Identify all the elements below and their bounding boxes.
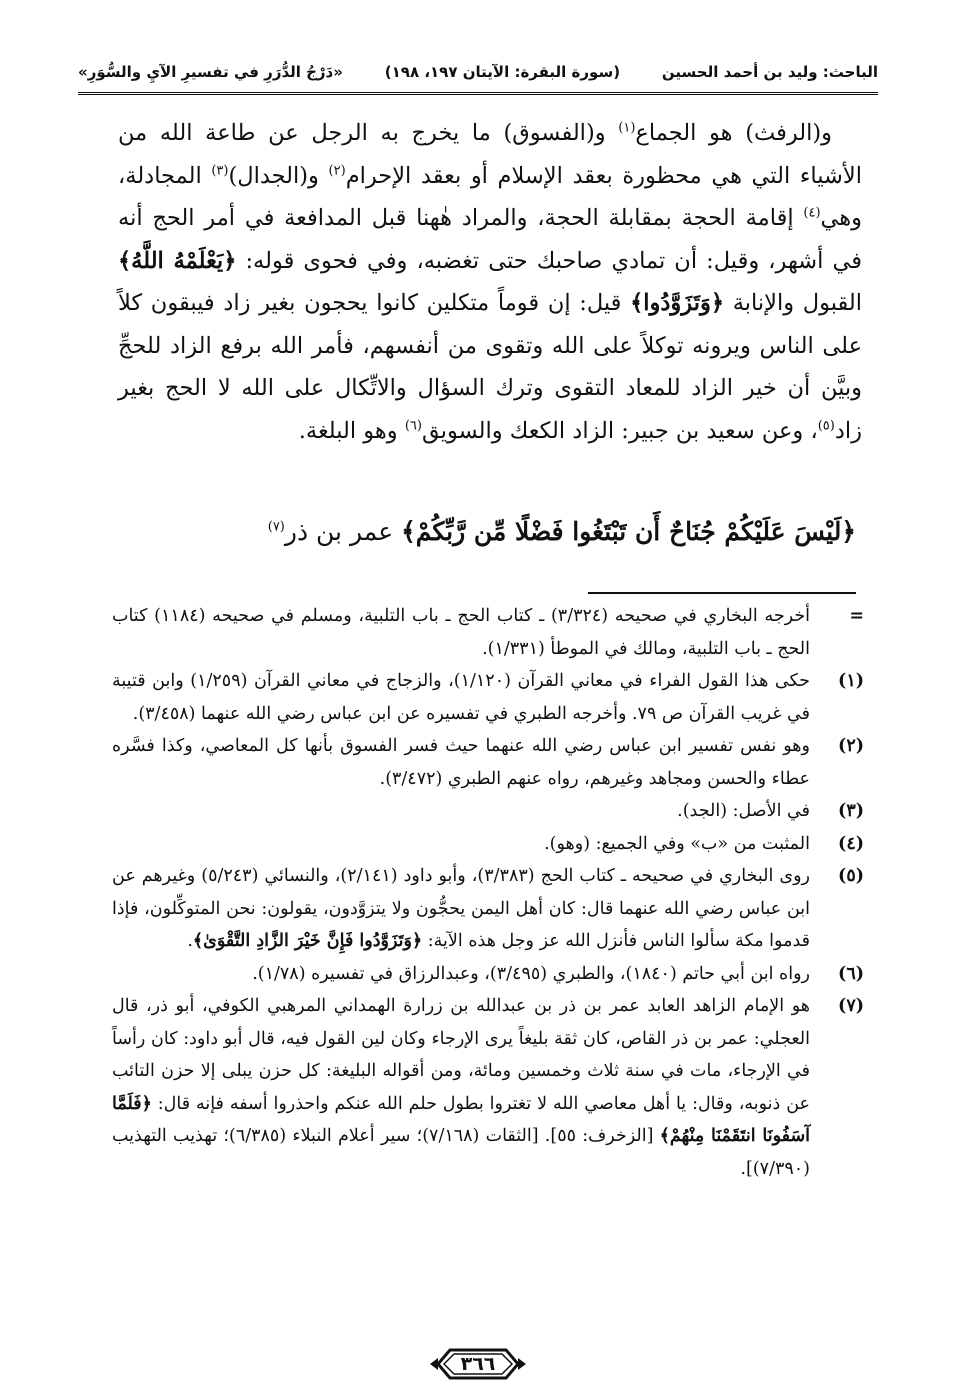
page-number: ٣٦٦: [460, 1353, 496, 1375]
quran-quote: ﴿وَتَزَوَّدُوا فَإِنَّ خَيْرَ الزَّادِ التَّقْوَىٰ﴾: [192, 931, 423, 951]
text-run: روى البخاري في صحيحه ـ كتاب الحج (٣/٣٨٣)، وأبو داود (٢/١٤١)، والنسائي (٥/٢٤٣) وغيرهم عن ابن عباس رضي الله عنهما قال: كان أهل اليمن يحجُّون ولا يتزوَّدون، يقولون: نحن المتوكِّلون، فإذا قدموا مكة سألوا الناس فأنزل الله عز وجل هذه الآية:: [112, 866, 810, 951]
footnote-item: [112, 600, 864, 665]
text-run: [الزخرف: ٥٥]. [الثقات (٧/١٦٨)؛ سير أعلام النبلاء (٦/٣٨٥)؛ تهذيب التهذيب (٧/٣٩٠)].: [112, 1126, 810, 1179]
text-run: وهو البلغة.: [298, 417, 405, 444]
text-run: ، وعن سعيد بن جبير: الزاد الكعك والسويق: [421, 417, 818, 444]
page-number-ornament: [428, 1344, 528, 1384]
footnote-number: =: [849, 606, 864, 626]
quran-verse: ﴿لَيْسَ عَلَيْكُمْ جُنَاحٌ أَن تَبْتَغُوا فَضْلًا مِّن رَّبِّكُمْ﴾: [401, 517, 856, 546]
footnote-text: المثبت من «ب» وفي الجميع: (وهو).: [544, 833, 810, 854]
text-run: القبول والإنابة: [724, 290, 862, 316]
footnote-number: (١): [838, 671, 864, 691]
text-run: هو الإمام الزاهد العابد عمر بن ذر بن عبدالله بن زرارة الهمداني المرهبي الكوفي، أبو ذر، قال العجلي: عمر بن ذر القاص، كان ثقة بليغاً يرى الإرجاء وكان لين القول فيه، قال أبو داود: كان رأساً في الإرجاء، مات في سنة ثلاث وخمسين ومائة، ومن أقواله البليغة: كل حزن يبلى إلا حزن التائب عن ذنوبه، وقال: يا أهل معاصي الله لا تغتروا بطول حلم الله عنكم واحذروا أسفه فإنه قال:: [112, 996, 810, 1114]
text-run: .: [187, 931, 193, 951]
text-run: و(الفسوق) ما يخرج به الرجل عن طاعة الله من الأشياء التي هي محظورة بعقد الإسلام أو بعقد الإحرام: [118, 120, 862, 189]
footnotes: [112, 600, 864, 1185]
header-author: الباحث: وليد بن أحمد الحسين: [661, 63, 878, 81]
footnote-number: (٥): [838, 866, 864, 886]
footnote-item: [112, 958, 864, 991]
footnote-text: رواه ابن أبي حاتم (١٨٤٠)، والطبري (٣/٤٩٥)، وعبدالرزاق في تفسيره (١/٧٨).: [252, 963, 810, 984]
footnote-number: (٣): [838, 801, 864, 821]
quran-quote: ﴿وَتَزَوَّدُوا﴾: [630, 290, 725, 316]
footnote-item: [112, 828, 864, 861]
footnote-text: [112, 990, 810, 1185]
text-run: قيل: إن قوماً متكلين كانوا يحجون بغير زاد فيبقون كلاً على الناس ويرونه توكلاً على الله وتقوى من أنفسهم، فأمر الله برفع الزاد للحجِّ وبيَّن أن خير الزاد للمعاد التقوى وترك السؤال والاتِّكال على الله لا الحج بغير زاد: [118, 290, 862, 444]
quran-quote: ﴿يَعْلَمْهُ اللَّهُ﴾: [118, 247, 237, 274]
header-surah: (سورة البقرة: الآيتان ١٩٧، ١٩٨): [384, 63, 621, 81]
footnote-number: (٤): [838, 833, 864, 854]
footnote-text: أخرجه البخاري في صحيحه (٣/٣٢٤) ـ كتاب الحج ـ باب التلبية، ومسلم في صحيحه (١١٨٤) كتاب الحج ـ باب التلبية، ومالك في الموطأ (١/٣٣١).: [112, 606, 811, 659]
text-run: عمر بن ذر: [284, 517, 402, 546]
main-text: [118, 112, 862, 452]
running-header: [78, 56, 878, 88]
footnote-number: (٢): [838, 736, 864, 756]
quran-quote: ﴿فَلَمَّا آسَفُونَا انتَقَمْنَا مِنْهُمْ﴾: [112, 1093, 810, 1146]
footnote-text: وهو نفس تفسير ابن عباس رضي الله عنهما حيث فسر الفسوق بأنها كل المعاصي، وكذا فسَّره عطاء والحسن ومجاهد وغيرهم، رواه عنهم الطبري (٣/٤٧٢).: [112, 736, 810, 789]
footnote-number: (٧): [838, 996, 864, 1016]
footnote-number: (٦): [838, 963, 864, 984]
footnote-ref-5[interactable]: (٥): [817, 418, 835, 433]
footnote-text: حكى هذا القول الفراء في معاني القرآن (١/١٢٠)، والزجاج في معاني القرآن (١/٢٥٩) وابن قتيبة في غريب القرآن ص ٧٩. وأخرجه الطبري في تفسيره عن ابن عباس رضي الله عنهما (٣/٤٥٨).: [112, 671, 810, 724]
footnote-item: [112, 990, 864, 1185]
footnote-ref-4[interactable]: (٤): [803, 205, 821, 221]
verse-heading: [118, 508, 856, 556]
footnote-text: [112, 860, 810, 958]
footnote-item: [112, 860, 864, 958]
footnote-ref-7[interactable]: (٧): [267, 519, 285, 535]
text-run: و(الجدال): [228, 162, 329, 189]
footnote-text: في الأصل: (الجد).: [677, 801, 810, 821]
footnote-ref-3[interactable]: (٣): [211, 163, 229, 178]
footnote-ref-6[interactable]: (٦): [404, 418, 422, 433]
text-run: إقامة الحجة بمقابلة الحجة، والمراد هٰهنا قبل المدافعة في أمر الحج أنه في أشهر، وقيل: أن تمادي صاحبك حتى تغضبه، وفي فحوى قوله:: [118, 205, 862, 274]
text-run: المجادلة، وهي: [118, 162, 862, 231]
header-book-title: «دَرْجُ الدُّرَرِ في تفسيرِ الآيِ والسُّوَرِ»: [78, 63, 343, 81]
footnote-item: [112, 795, 864, 828]
footnote-item: [112, 730, 864, 795]
footnote-divider: [588, 592, 856, 594]
footnote-ref-1[interactable]: (١): [618, 120, 636, 136]
footnote-item: [112, 665, 864, 730]
main-paragraph: [118, 112, 862, 452]
footnote-ref-2[interactable]: (٢): [328, 163, 346, 178]
text-run: و(الرفث) هو الجماع: [635, 120, 832, 146]
header-divider: [78, 92, 878, 95]
